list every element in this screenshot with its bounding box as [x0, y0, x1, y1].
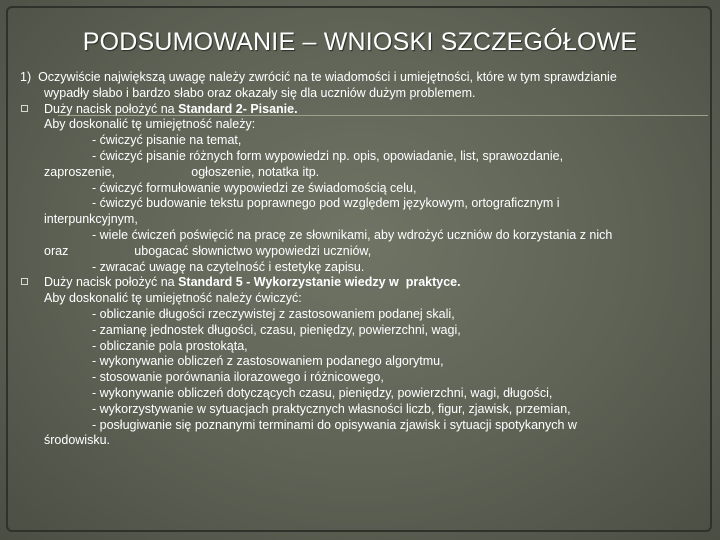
- section2-item: - wykonywanie obliczeń dotyczących czasu, pieniędzy, powierzchni, wagi, długości,: [92, 385, 553, 400]
- intro-line-1: 1) Oczywiście największą uwagę należy zwrócić na te wiadomości i umiejętności, które w tym sprawdzianie: [20, 70, 617, 84]
- section2-item: - wykonywanie obliczeń z zastosowaniem podanego algorytmu,: [92, 354, 444, 369]
- section1-item: - ćwiczyć budowanie tekstu poprawnego pod względem językowym, ortograficznym i: [92, 196, 560, 211]
- section2-item: - zamianę jednostek długości, czasu, pieniędzy, powierzchni, wagi,: [92, 322, 461, 337]
- section1-lead: Duży nacisk położyć na Standard 2- Pisanie.: [20, 102, 712, 118]
- section1-item: - wiele ćwiczeń poświęcić na pracę ze słownikami, aby wdrożyć uczniów do korzystania z nich: [92, 227, 613, 242]
- section2-lead: Duży nacisk położyć na Standard 5 - Wykorzystanie wiedzy w praktyce.: [20, 275, 712, 291]
- section1-item-cont: interpunkcyjnym,: [44, 212, 138, 227]
- section2-intro: Aby doskonalić tę umiejętność należy ćwiczyć:: [44, 291, 302, 306]
- section1-item: - ćwiczyć pisanie na temat,: [92, 133, 242, 148]
- standard-5-label: Standard 5 - Wykorzystanie wiedzy w praktyce.: [178, 275, 461, 290]
- section1-intro: Aby doskonalić tę umiejętność należy:: [44, 117, 256, 132]
- section1-item: - ćwiczyć pisanie różnych form wypowiedzi np. opis, opowiadanie, list, sprawozdanie,: [92, 148, 564, 163]
- slide-body: [20, 70, 712, 449]
- list-number: 1): [20, 70, 32, 84]
- section2-item: - obliczanie długości rzeczywistej z zastosowaniem podanej skali,: [92, 306, 455, 321]
- section2-item: - posługiwanie się poznanymi terminami do opisywania zjawisk i sytuacji spotykanych w: [92, 417, 577, 432]
- section2-item: - wykorzystywanie w sytuacjach praktycznych własności liczb, figur, zjawisk, przemian,: [92, 401, 571, 416]
- section1-item-cont: oraz ubogacać słownictwo wypowiedzi uczniów,: [44, 243, 372, 258]
- section1-item-cont: zaproszenie, ogłoszenie, notatka itp.: [44, 164, 320, 179]
- section2-item-cont: środowisku.: [44, 433, 110, 448]
- section2-item: - obliczanie pola prostokąta,: [92, 338, 248, 353]
- section1-item: - zwracać uwagę na czytelność i estetykę zapisu.: [92, 259, 365, 274]
- bullet-square-icon: [21, 278, 28, 285]
- bullet-square-icon: [21, 105, 28, 112]
- section1-item: - ćwiczyć formułowanie wypowiedzi ze świadomością celu,: [92, 180, 417, 195]
- standard-2-label: Standard 2- Pisanie.: [178, 101, 298, 116]
- slide-title: PODSUMOWANIE – WNIOSKI SZCZEGÓŁOWE: [82, 28, 638, 56]
- intro-line-2: wypadły słabo i bardzo słabo oraz okazały się dla uczniów dużym problemem.: [44, 85, 476, 100]
- section2-item: - stosowanie porównania ilorazowego i różnicowego,: [92, 370, 384, 385]
